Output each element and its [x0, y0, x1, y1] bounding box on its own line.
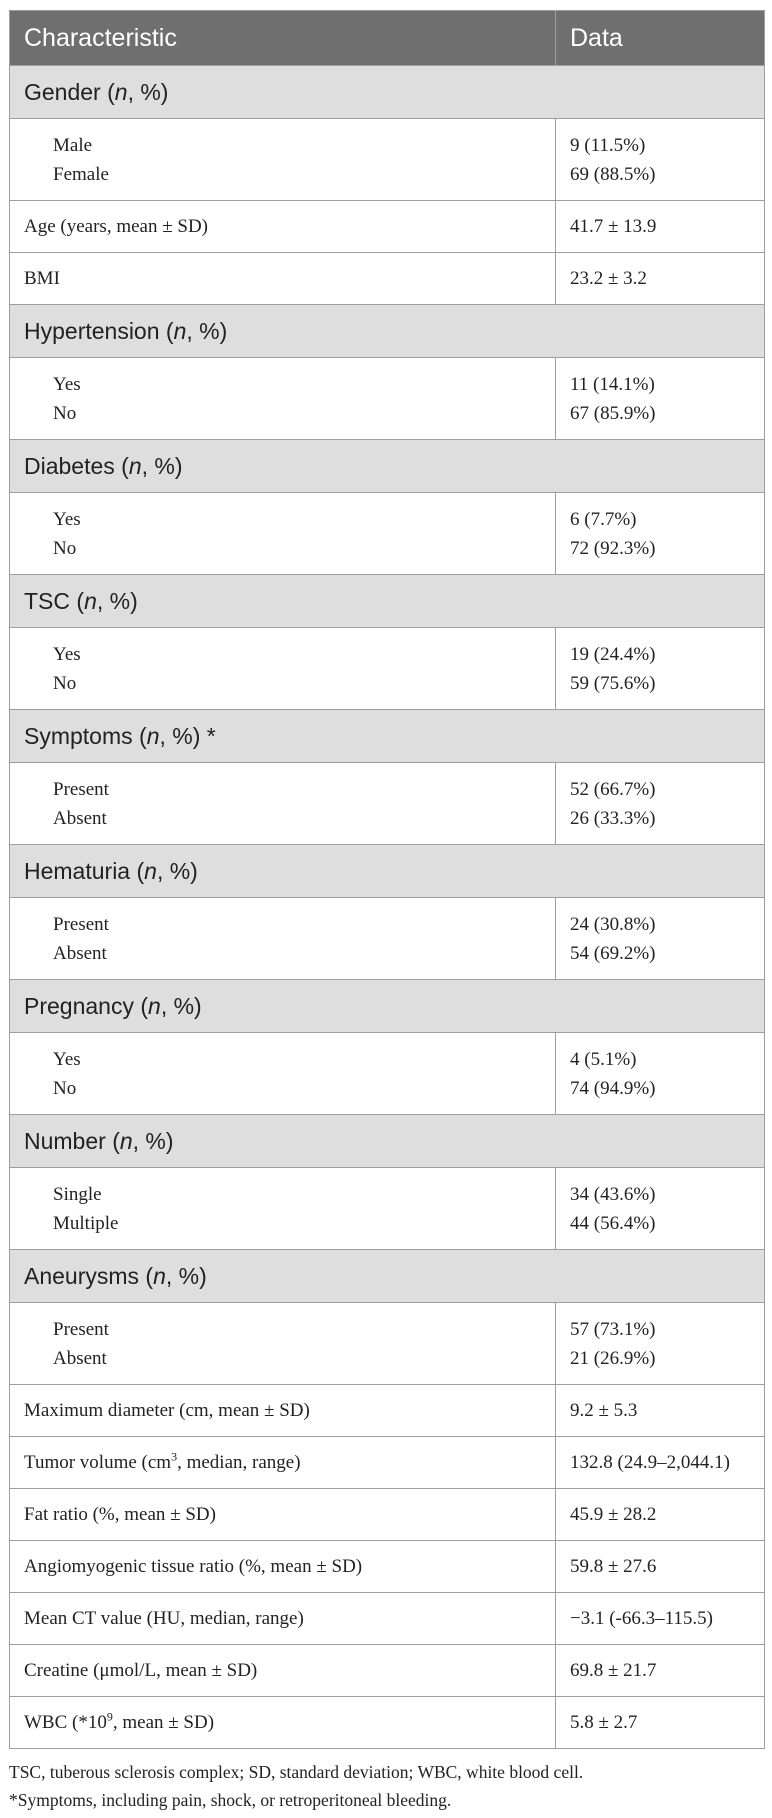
row-label: Present Absent — [10, 1303, 556, 1385]
footnote-abbreviations: TSC, tuberous sclerosis complex; SD, standard deviation; WBC, white blood cell. — [9, 1762, 584, 1782]
row-value: 45.9 ± 28.2 — [556, 1489, 765, 1541]
table-row — [10, 763, 765, 845]
section-hematuria — [10, 845, 765, 898]
table-row — [10, 628, 765, 710]
section-hypertension — [10, 305, 765, 358]
row-label: Yes No — [10, 1033, 556, 1115]
section-pregnancy — [10, 980, 765, 1033]
row-value: 23.2 ± 3.2 — [556, 253, 765, 305]
row-value: 69.8 ± 21.7 — [556, 1645, 765, 1697]
table-row — [10, 253, 765, 305]
table-row — [10, 358, 765, 440]
row-value: 19 (24.4%) 59 (75.6%) — [556, 628, 765, 710]
table-row — [10, 1385, 765, 1437]
row-label: Present Absent — [10, 898, 556, 980]
row-value: 6 (7.7%) 72 (92.3%) — [556, 493, 765, 575]
characteristics-table — [9, 10, 765, 1749]
row-label: BMI — [10, 253, 556, 305]
row-value: 9 (11.5%) 69 (88.5%) — [556, 119, 765, 201]
section-number — [10, 1115, 765, 1168]
row-label: Yes No — [10, 493, 556, 575]
row-label: Single Multiple — [10, 1168, 556, 1250]
section-title: Hypertension (n, %) — [10, 305, 765, 358]
row-label: Tumor volume ($cm^3$, median, range) — [10, 1437, 556, 1489]
table-footnotes — [9, 1758, 764, 1814]
row-value: 34 (43.6%) 44 (56.4%) — [556, 1168, 765, 1250]
row-value: 59.8 ± 27.6 — [556, 1541, 765, 1593]
section-title: Number (n, %) — [10, 1115, 765, 1168]
section-title: Pregnancy (n, %) — [10, 980, 765, 1033]
section-title: Aneurysms (n, %) — [10, 1250, 765, 1303]
row-value: −3.1 (-66.3–115.5) — [556, 1593, 765, 1645]
header-characteristic: Characteristic — [10, 11, 556, 66]
table-row — [10, 1541, 765, 1593]
section-title: Diabetes (n, %) — [10, 440, 765, 493]
row-label: Creatine (μmol/L, mean ± SD) — [10, 1645, 556, 1697]
table-row — [10, 1489, 765, 1541]
row-label: Angiomyogenic tissue ratio (%, mean ± SD) — [10, 1541, 556, 1593]
section-gender — [10, 66, 765, 119]
table-row — [10, 898, 765, 980]
table-row — [10, 493, 765, 575]
section-title: TSC (n, %) — [10, 575, 765, 628]
footnote-symptoms: *Symptoms, including pain, shock, or retroperitoneal bleeding. — [9, 1790, 452, 1810]
header-data: Data — [556, 11, 765, 66]
row-value: 132.8 (24.9–2,044.1) — [556, 1437, 765, 1489]
table-row — [10, 119, 765, 201]
row-value: 11 (14.1%) 67 (85.9%) — [556, 358, 765, 440]
row-label: Yes No — [10, 628, 556, 710]
section-aneurysms — [10, 1250, 765, 1303]
row-value: 4 (5.1%) 74 (94.9%) — [556, 1033, 765, 1115]
row-label: WBC ($*10^9$, mean ± SD) — [10, 1697, 556, 1749]
row-label: Age (years, mean ± SD) — [10, 201, 556, 253]
table-row — [10, 1303, 765, 1385]
row-value: 52 (66.7%) 26 (33.3%) — [556, 763, 765, 845]
row-label: Yes No — [10, 358, 556, 440]
row-value: 57 (73.1%) 21 (26.9%) — [556, 1303, 765, 1385]
row-label: Fat ratio (%, mean ± SD) — [10, 1489, 556, 1541]
table-row — [10, 201, 765, 253]
row-value: 5.8 ± 2.7 — [556, 1697, 765, 1749]
section-title: Gender (n, %) — [10, 66, 765, 119]
section-title: Symptoms (n, %) * — [10, 710, 765, 763]
row-value: 9.2 ± 5.3 — [556, 1385, 765, 1437]
table-row — [10, 1697, 765, 1749]
section-diabetes — [10, 440, 765, 493]
row-label: Maximum diameter (cm, mean ± SD) — [10, 1385, 556, 1437]
row-label: Male Female — [10, 119, 556, 201]
table-row — [10, 1437, 765, 1489]
table-row — [10, 1033, 765, 1115]
table-header-row — [10, 11, 765, 66]
table-row — [10, 1593, 765, 1645]
row-value: 24 (30.8%) 54 (69.2%) — [556, 898, 765, 980]
table-row — [10, 1168, 765, 1250]
characteristics-table-wrapper — [9, 10, 764, 1749]
row-label: Present Absent — [10, 763, 556, 845]
section-title: Hematuria (n, %) — [10, 845, 765, 898]
row-label: Mean CT value (HU, median, range) — [10, 1593, 556, 1645]
section-symptoms — [10, 710, 765, 763]
section-tsc — [10, 575, 765, 628]
row-value: 41.7 ± 13.9 — [556, 201, 765, 253]
table-row — [10, 1645, 765, 1697]
